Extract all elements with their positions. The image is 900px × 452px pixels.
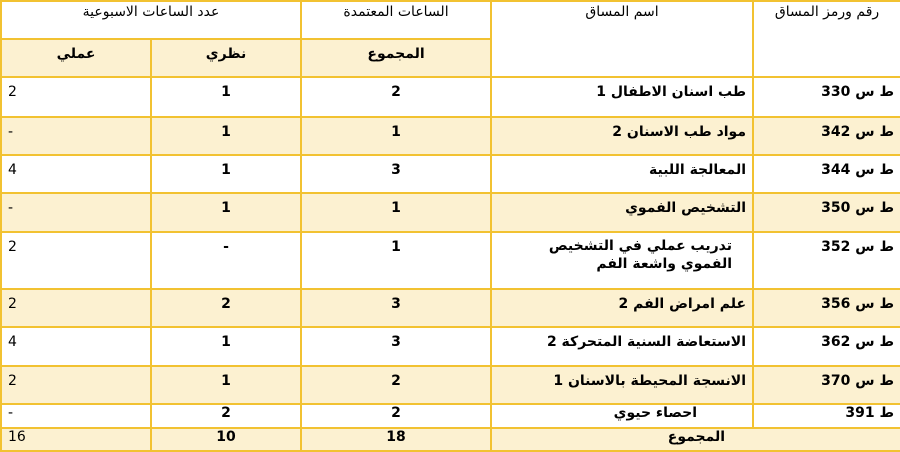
totals-label: المجموع [667,429,726,445]
total-practical-cell [1,428,151,451]
course-code: ط س 352 [821,239,895,255]
table-row [1,232,900,289]
course-name-cell [491,289,753,327]
weekly-hours-header-text: عدد الساعات الاسبوعية [82,4,220,20]
practical-cell [1,77,151,117]
theory-cell [151,77,301,117]
course-code-cell [753,117,900,155]
total-header [301,39,491,77]
course-code: ط س 362 [821,334,895,350]
theoretical-header [151,39,301,77]
course-code-header [753,1,900,77]
course-code-cell [753,232,900,289]
theory-cell [151,117,301,155]
practical-cell [1,404,151,428]
course-code: ط س 356 [821,296,895,312]
theory-cell [151,289,301,327]
course-name: التشخيص الفموي [625,200,747,216]
course-name-cell [491,77,753,117]
theory-cell [151,232,301,289]
credit-cell [301,193,491,232]
practical-header-text: عملي [56,46,96,62]
header-row-1 [1,1,900,39]
course-code: ط س 330 [821,84,895,100]
practical-value: - [8,405,14,421]
total-practical-value: 16 [8,429,26,445]
practical-cell [1,193,151,232]
credit-hours-header [301,1,491,39]
course-code: ط س 350 [821,200,895,216]
course-name-cell [491,327,753,366]
total-header-text: المجموع [367,46,425,62]
credit-cell [301,77,491,117]
course-code-cell [753,155,900,193]
theory-value: 1 [221,124,231,140]
practical-cell [1,289,151,327]
credit-cell [301,327,491,366]
table-row [1,327,900,366]
practical-value: 2 [8,84,17,100]
theoretical-header-text: نظري [205,46,247,62]
theory-value: 1 [221,373,231,389]
course-name: الاستعاضة السنية المتحركة 2 [546,334,747,350]
credit-value: 1 [391,124,401,140]
practical-value: 2 [8,373,17,389]
credit-hours-header-text: الساعات المعتمدة [343,4,449,20]
course-code: ط س 344 [821,162,895,178]
course-name-cell [491,155,753,193]
course-name: طب اسنان الاطفال 1 [596,84,747,100]
credit-cell [301,289,491,327]
practical-value: 2 [8,296,17,312]
credit-value: 3 [391,162,401,178]
credit-cell [301,404,491,428]
total-credit-cell [301,428,491,451]
theory-value: - [223,239,229,255]
practical-cell [1,117,151,155]
practical-value: 2 [8,239,17,255]
total-credit-value: 18 [386,429,406,445]
theory-value: 2 [221,405,231,421]
theory-value: 1 [221,200,231,216]
course-name: احصاء حيوي [613,405,698,421]
table-row [1,289,900,327]
theory-value: 1 [221,84,231,100]
credit-value: 3 [391,334,401,350]
course-name: الانسجة المحيطة بالاسنان 1 [553,373,747,389]
course-name-cell [491,193,753,232]
table-row [1,404,900,428]
course-name: علم امراض الفم 2 [618,296,747,312]
credit-value: 2 [391,373,401,389]
credit-value: 2 [391,405,401,421]
credit-value: 2 [391,84,401,100]
practical-value: 4 [8,162,17,178]
credit-value: 3 [391,296,401,312]
credit-cell [301,155,491,193]
course-code-cell [753,366,900,404]
course-name-header [491,1,753,77]
course-name-header-text: اسم المساق [585,4,659,20]
theory-value: 2 [221,296,231,312]
course-name: المعالجة اللبية [649,162,747,178]
course-name-cell [491,366,753,404]
theory-value: 1 [221,162,231,178]
credit-cell [301,366,491,404]
practical-value: 4 [8,334,17,350]
course-code-cell [753,77,900,117]
course-name-cell [491,117,753,155]
theory-cell [151,327,301,366]
table-row [1,155,900,193]
course-code-header-text: رقم ورمز المساق [774,4,880,20]
credit-cell [301,117,491,155]
course-name: تدريب عملي في التشخيص الفموي واشعة الفم [548,238,733,272]
table-row [1,117,900,155]
credit-value: 1 [391,200,401,216]
practical-cell [1,327,151,366]
course-name-cell [491,232,753,289]
course-code-cell [753,404,900,428]
course-code: ط 391 [845,405,895,421]
course-name: مواد طب الاسنان 2 [612,124,747,140]
weekly-hours-header [1,1,301,39]
table-row [1,366,900,404]
theory-cell [151,193,301,232]
course-code-cell [753,327,900,366]
course-code: ط س 370 [821,373,895,389]
course-code: ط س 342 [821,124,895,140]
totals-label-cell [491,428,900,451]
practical-header [1,39,151,77]
course-name-cell [491,404,753,428]
practical-cell [1,232,151,289]
theory-cell [151,155,301,193]
total-theory-cell [151,428,301,451]
practical-cell [1,155,151,193]
table-row [1,77,900,117]
total-theory-value: 10 [216,429,236,445]
practical-value: - [8,124,14,140]
theory-cell [151,404,301,428]
course-code-cell [753,193,900,232]
credit-value: 1 [391,239,401,255]
practical-value: - [8,200,14,216]
table-row [1,193,900,232]
theory-cell [151,366,301,404]
totals-row [1,428,900,451]
practical-cell [1,366,151,404]
theory-value: 1 [221,334,231,350]
course-code-cell [753,289,900,327]
credit-cell [301,232,491,289]
